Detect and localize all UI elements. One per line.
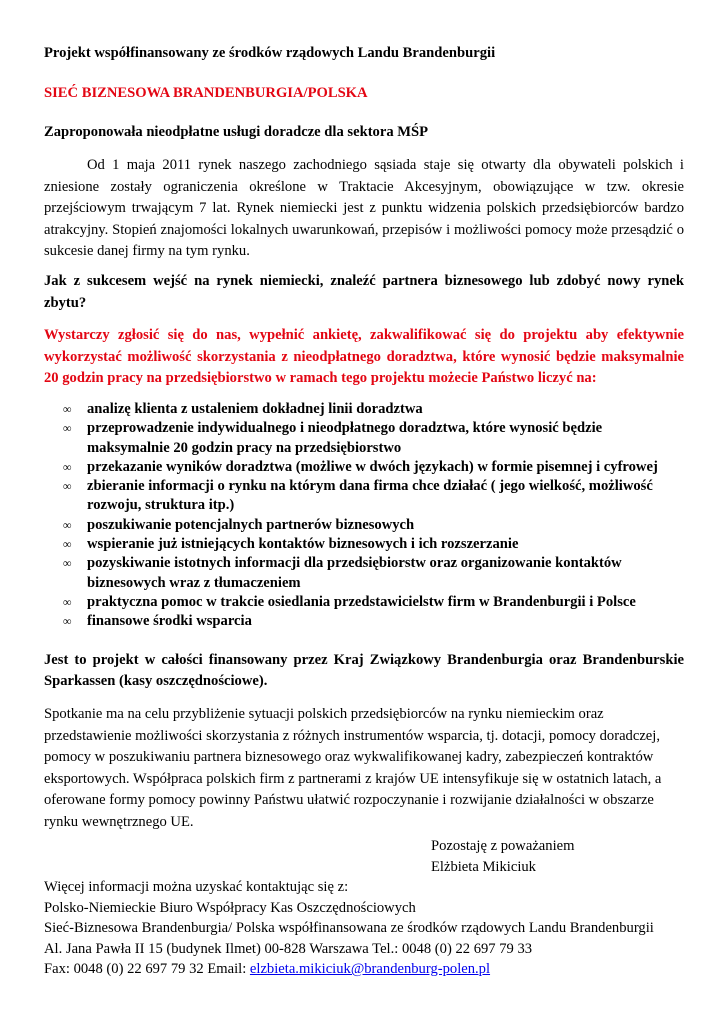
contact-block xyxy=(44,877,704,980)
contact-fax: Fax: 0048 (0) 22 697 79 32 Email: xyxy=(44,961,250,977)
infinity-bullet-icon: ∞ xyxy=(63,556,72,571)
infinity-bullet-icon: ∞ xyxy=(63,517,72,532)
infinity-bullet-icon: ∞ xyxy=(63,537,72,552)
question-heading: Jak z sukcesem wejść na rynek niemiecki, znaleźć partnera biznesowego lub zdobyć nowy rynek zbytu? xyxy=(44,273,684,311)
contact-intro: Więcej informacji można uzyskać kontaktując się z: xyxy=(44,879,349,895)
funding-statement: Jest to projekt w całości finansowany przez Kraj Związkowy Brandenburgia oraz Brandenburskie Sparkassen (kasy oszczędnościowe). xyxy=(44,652,684,689)
list-item: ∞ przeprowadzenie indywidualnego i nieodpłatnego doradztwa, które wynosić będzie maksymalnie 20 godzin pracy na przedsiębiorstwo xyxy=(63,420,603,456)
offer-text: Wystarczy zgłosić się do nas, wypełnić ankietę, zakwalifikować się do projektu aby efektywnie wykorzystać możliwość skorzystania z nieodpłatnego doradztwa, które wynosić będzie maksymalnie 20 godzin pracy na przedsiębiorstwo w ramach tego projektu możecie Państwo liczyć na: xyxy=(44,327,684,386)
network-title: SIEĆ BIZNESOWA BRANDENBURGIA/POLSKA xyxy=(44,85,368,101)
infinity-bullet-icon: ∞ xyxy=(63,614,72,629)
list-item: ∞ wspieranie już istniejących kontaktów biznesowych i ich rozszerzanie xyxy=(44,535,684,554)
infinity-bullet-icon: ∞ xyxy=(63,421,72,436)
list-item: ∞ przekazanie wyników doradztwa (możliwe w dwóch językach) w formie pisemnej i cyfrowej xyxy=(44,458,684,477)
contact-network: Sieć-Biznesowa Brandenburgia/ Polska współfinansowana ze środków rządowych Landu Brandenburgii xyxy=(44,920,654,936)
intro-paragraph: Od 1 maja 2011 rynek naszego zachodniego sąsiada staje się otwarty dla obywateli polskich i zniesione zostały ograniczenia określone w Traktacie Akcesyjnym, obowiązujące w tzw. okresie przejściowym trwającym 7 lat. Rynek niemiecki jest z punktu widzenia polskich przedsiębiorców bardzo atrakcyjny. Stopień znajomości lokalnych uwarunkowań, przepisów i możliwości pomocy może przesądzić o sukcesie danej firmy na tym rynku. xyxy=(44,157,684,259)
signature-closing: Pozostaję z poważaniem xyxy=(431,838,575,854)
services-list xyxy=(44,400,684,632)
list-item: ∞ poszukiwanie potencjalnych partnerów biznesowych xyxy=(44,516,684,535)
infinity-bullet-icon: ∞ xyxy=(63,594,72,609)
signature-name: Elżbieta Mikiciuk xyxy=(431,859,536,875)
email-link[interactable]: elzbieta.mikiciuk@brandenburg-polen.pl xyxy=(249,961,491,977)
list-item: ∞ finansowe środki wsparcia xyxy=(44,612,684,631)
list-item: ∞ zbieranie informacji o rynku na którym dana firma chce działać ( jego wielkość, możliwość rozwoju, struktura itp.) xyxy=(63,478,653,514)
list-item: ∞ analizę klienta z ustaleniem dokładnej linii doradztwa xyxy=(44,400,684,419)
list-item: ∞ praktyczna pomoc w trakcie osiedlania przedstawicielstw firm w Brandenburgii i Polsce xyxy=(44,593,684,612)
meeting-paragraph: Spotkanie ma na celu przybliżenie sytuacji polskich przedsiębiorców na rynku niemieckim oraz przedstawienie możliwości skorzystania z różnych instrumentów wsparcia, tj. dotacji, pomocy doradczej, pomocy w poszukiwaniu partnera biznesowego oraz wykwalifikowanej kadry, zabezpieczeń kontraktów eksportowych. Współpraca polskich firm z partnerami z krajów UE intensyfikuje się w ostatnich latach, a oferowane formy pomocy powinny Państwu ułatwić rozpoczynanie i rozwijanie działalności w obszarze rynku wewnętrznego UE. xyxy=(44,706,662,830)
contact-office: Polsko-Niemieckie Biuro Współpracy Kas Oszczędnościowych xyxy=(44,899,416,916)
header-line: Projekt współfinansowany ze środków rządowych Landu Brandenburgii xyxy=(44,45,496,61)
infinity-bullet-icon: ∞ xyxy=(63,459,72,474)
subtitle: Zaproponowała nieodpłatne usługi doradcze dla sektora MŚP xyxy=(44,124,429,140)
infinity-bullet-icon: ∞ xyxy=(63,402,72,416)
contact-address: Al. Jana Pawła II 15 (budynek Ilmet) 00-828 Warszawa Tel.: 0048 (0) 22 697 79 33 xyxy=(44,940,533,957)
contact-fax-line xyxy=(44,959,704,980)
list-item: ∞ pozyskiwanie istotnych informacji dla przedsiębiorstw oraz organizowanie kontaktów biznesowych wraz z tłumaczeniem xyxy=(63,555,622,591)
infinity-bullet-icon: ∞ xyxy=(63,479,72,494)
